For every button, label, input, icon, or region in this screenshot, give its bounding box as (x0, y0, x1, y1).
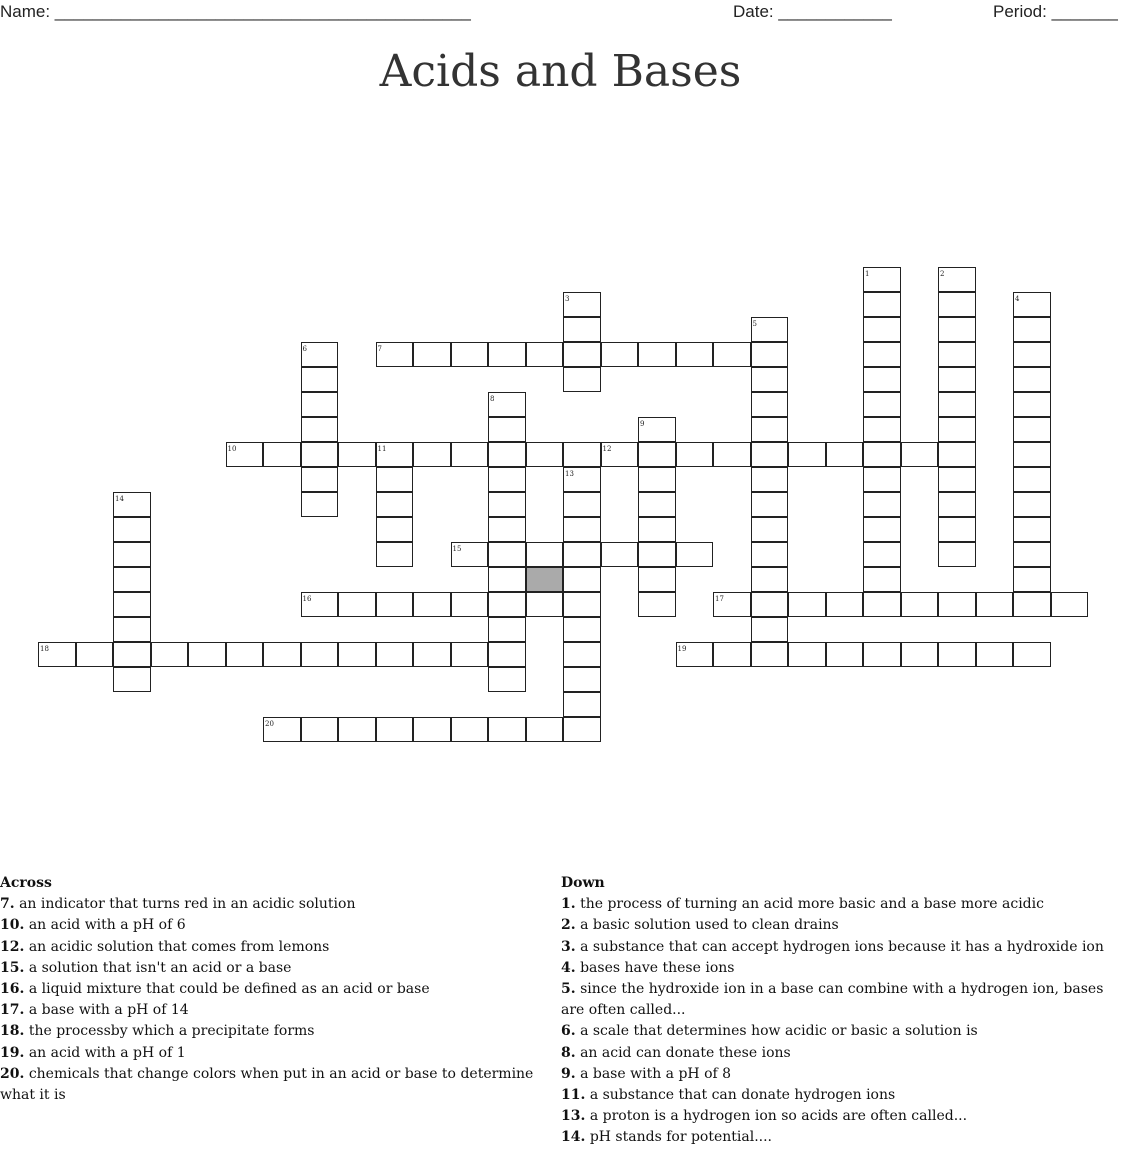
grid-cell[interactable] (376, 467, 414, 492)
grid-cell[interactable] (751, 542, 789, 567)
clue-number-label: 20 (265, 720, 274, 728)
clue-text: a proton is a hydrogen ion so acids are often called... (589, 1108, 968, 1125)
grid-cell[interactable] (1013, 542, 1051, 567)
grid-cell[interactable] (751, 517, 789, 542)
grid-cell[interactable] (563, 517, 601, 542)
grid-cell[interactable] (563, 367, 601, 392)
grid-cell[interactable] (301, 367, 339, 392)
down-clues (561, 873, 1121, 1149)
period-field[interactable]: Period: _______ (993, 2, 1118, 21)
grid-cell[interactable] (1013, 592, 1051, 617)
grid-cell[interactable] (413, 592, 451, 617)
grid-cell[interactable] (526, 342, 564, 367)
clue-number: 16. (0, 981, 25, 998)
across-clue (0, 979, 560, 1000)
clue-text: a base with a pH of 8 (580, 1065, 732, 1082)
grid-cell[interactable] (526, 592, 564, 617)
grid-cell[interactable] (751, 442, 789, 467)
grid-cell[interactable] (563, 342, 601, 367)
grid-cell[interactable] (638, 342, 676, 367)
grid-cell[interactable] (1051, 592, 1089, 617)
clue-number-label: 17 (715, 595, 724, 603)
grid-cell[interactable] (1013, 492, 1051, 517)
clue-text: a basic solution used to clean drains (580, 917, 839, 934)
grid-cell[interactable] (638, 517, 676, 542)
grid-cell[interactable] (601, 542, 639, 567)
grid-cell[interactable] (638, 442, 676, 467)
clue-number-label: 13 (565, 470, 574, 478)
grid-cell[interactable] (751, 367, 789, 392)
clue-text: an acid with a pH of 1 (28, 1044, 186, 1061)
grid-cell[interactable] (413, 342, 451, 367)
clue-number-label: 11 (377, 445, 387, 453)
grid-cell[interactable] (938, 317, 976, 342)
down-clue (561, 1085, 1121, 1106)
grid-cell[interactable] (263, 442, 301, 467)
grid-cell[interactable] (826, 592, 864, 617)
clue-number: 7. (0, 896, 15, 913)
grid-cell[interactable] (938, 392, 976, 417)
grid-cell[interactable] (488, 417, 526, 442)
clue-number: 6. (561, 1023, 576, 1040)
clue-text: an indicator that turns red in an acidic solution (19, 896, 356, 913)
grid-cell[interactable] (863, 392, 901, 417)
down-heading: Down (561, 875, 605, 891)
grid-cell[interactable] (1013, 367, 1051, 392)
grid-cell[interactable] (863, 467, 901, 492)
grid-cell[interactable] (938, 342, 976, 367)
clue-number: 18. (0, 1023, 25, 1040)
grid-cell[interactable] (376, 517, 414, 542)
clue-number: 9. (561, 1065, 576, 1082)
clue-text: pH stands for potential.... (589, 1129, 773, 1146)
clue-number: 1. (561, 896, 576, 913)
clue-number-label: 7 (377, 345, 382, 353)
grid-cell[interactable] (751, 592, 789, 617)
grid-cell[interactable] (526, 717, 564, 742)
grid-cell[interactable] (788, 642, 826, 667)
grid-cell[interactable] (413, 442, 451, 467)
clue-text: the process of turning an acid more basic and a base more acidic (580, 896, 1044, 913)
grid-cell[interactable] (526, 542, 564, 567)
grid-cell[interactable] (1013, 392, 1051, 417)
across-clue (0, 1021, 560, 1042)
down-clue (561, 915, 1121, 936)
clue-number-label: 15 (452, 545, 462, 553)
grid-cell[interactable] (638, 567, 676, 592)
clue-text: a substance that can donate hydrogen ions (589, 1087, 896, 1104)
grid-cell[interactable] (1013, 567, 1051, 592)
grid-cell[interactable] (113, 542, 151, 567)
down-clue (561, 894, 1121, 915)
grid-cell[interactable] (938, 442, 976, 467)
grid-cell[interactable] (638, 492, 676, 517)
grid-cell[interactable] (451, 592, 489, 617)
grid-cell[interactable] (938, 492, 976, 517)
grid-cell[interactable] (1013, 442, 1051, 467)
grid-cell[interactable] (488, 567, 526, 592)
grid-cell[interactable] (863, 417, 901, 442)
grid-cell[interactable] (451, 717, 489, 742)
grid-cell[interactable] (1013, 467, 1051, 492)
grid-cell[interactable] (938, 592, 976, 617)
down-clue (561, 1127, 1121, 1148)
clue-text: an acidic solution that comes from lemons (28, 938, 330, 955)
down-clue (561, 937, 1121, 958)
across-clue (0, 937, 560, 958)
across-clue (0, 1064, 560, 1106)
clue-text: a scale that determines how acidic or basic a solution is (580, 1023, 978, 1040)
grid-cell[interactable] (826, 642, 864, 667)
clue-number-label: 16 (302, 595, 312, 603)
grid-cell[interactable] (638, 592, 676, 617)
across-clue (0, 958, 560, 979)
grid-cell[interactable] (751, 617, 789, 642)
grid-cell[interactable] (451, 642, 489, 667)
clue-number: 20. (0, 1065, 25, 1082)
clue-number-label: 14 (115, 495, 124, 503)
grid-cell[interactable] (188, 642, 226, 667)
grid-cell[interactable] (301, 417, 339, 442)
grid-cell[interactable] (263, 642, 301, 667)
grid-cell[interactable] (563, 692, 601, 717)
grid-cell[interactable] (863, 642, 901, 667)
clue-number: 5. (561, 981, 576, 998)
across-heading: Across (0, 875, 52, 891)
clue-number: 3. (561, 938, 576, 955)
clue-text: since the hydroxide ion in a base can combine with a hydrogen ion, bases are often called... (561, 981, 1104, 1019)
grid-cell[interactable] (563, 542, 601, 567)
grid-cell[interactable] (488, 667, 526, 692)
grid-cell[interactable] (638, 467, 676, 492)
clue-text: an acid can donate these ions (580, 1044, 791, 1061)
grid-cell[interactable] (376, 492, 414, 517)
grid-cell[interactable] (1013, 417, 1051, 442)
grid-cell[interactable] (751, 467, 789, 492)
grid-cell[interactable] (751, 392, 789, 417)
grid-cell[interactable] (488, 542, 526, 567)
grid-cell[interactable] (151, 642, 189, 667)
grid-cell[interactable] (676, 442, 714, 467)
grid-cell[interactable] (376, 592, 414, 617)
grid-cell[interactable] (976, 592, 1014, 617)
grid-cell[interactable] (488, 492, 526, 517)
grid-cell[interactable] (788, 592, 826, 617)
grid-cell[interactable] (788, 442, 826, 467)
grid-cell[interactable] (901, 642, 939, 667)
clue-number-label: 8 (490, 395, 495, 403)
grid-cell[interactable] (751, 342, 789, 367)
clue-number-label: 10 (227, 445, 237, 453)
grid-cell[interactable] (338, 717, 376, 742)
date-field[interactable]: Date: ____________ (733, 2, 892, 21)
grid-cell[interactable] (376, 542, 414, 567)
down-clue (561, 1106, 1121, 1127)
down-clue (561, 1043, 1121, 1064)
grid-cell[interactable] (563, 442, 601, 467)
clue-number-label: 12 (602, 445, 612, 453)
grid-cell[interactable] (338, 442, 376, 467)
grid-cell[interactable] (113, 642, 151, 667)
across-clue (0, 894, 560, 915)
grid-cell[interactable] (676, 542, 714, 567)
across-clue (0, 1043, 560, 1064)
grid-cell[interactable] (1013, 317, 1051, 342)
grid-cell[interactable] (976, 642, 1014, 667)
grid-cell[interactable] (1013, 342, 1051, 367)
grid-cell[interactable] (413, 717, 451, 742)
shaded-cell (526, 567, 564, 592)
grid-cell[interactable] (338, 592, 376, 617)
grid-cell[interactable] (301, 492, 339, 517)
clue-number: 17. (0, 1002, 25, 1019)
grid-cell[interactable] (563, 617, 601, 642)
clue-number: 2. (561, 917, 576, 934)
grid-cell[interactable] (826, 442, 864, 467)
grid-cell[interactable] (413, 642, 451, 667)
down-clue (561, 958, 1121, 979)
grid-cell[interactable] (488, 467, 526, 492)
grid-cell[interactable] (863, 492, 901, 517)
clue-number-label: 19 (677, 645, 687, 653)
grid-cell[interactable] (488, 592, 526, 617)
down-clue (561, 1021, 1121, 1042)
clue-number-label: 2 (940, 270, 945, 278)
grid-cell[interactable] (563, 717, 601, 742)
grid-cell[interactable] (1013, 517, 1051, 542)
clue-number: 15. (0, 959, 25, 976)
grid-cell[interactable] (301, 642, 339, 667)
clue-number-label: 9 (640, 420, 645, 428)
clue-number: 13. (561, 1108, 586, 1125)
grid-cell[interactable] (488, 717, 526, 742)
clue-number: 14. (561, 1129, 586, 1146)
grid-cell[interactable] (751, 642, 789, 667)
grid-cell[interactable] (713, 342, 751, 367)
grid-cell[interactable] (563, 317, 601, 342)
clue-text: an acid with a pH of 6 (28, 917, 186, 934)
clue-number: 8. (561, 1044, 576, 1061)
grid-cell[interactable] (863, 292, 901, 317)
clue-number-label: 6 (302, 345, 307, 353)
page-title: Acids and Bases (379, 46, 742, 97)
grid-cell[interactable] (863, 342, 901, 367)
grid-cell[interactable] (113, 567, 151, 592)
grid-cell[interactable] (751, 417, 789, 442)
grid-cell[interactable] (301, 717, 339, 742)
grid-cell[interactable] (226, 642, 264, 667)
clue-number: 4. (561, 959, 576, 976)
grid-cell[interactable] (301, 442, 339, 467)
grid-cell[interactable] (751, 492, 789, 517)
grid-cell[interactable] (751, 567, 789, 592)
grid-cell[interactable] (451, 342, 489, 367)
across-clues (0, 873, 560, 1106)
grid-cell[interactable] (1013, 642, 1051, 667)
clue-number-label: 3 (565, 295, 570, 303)
grid-cell[interactable] (901, 442, 939, 467)
grid-cell[interactable] (601, 342, 639, 367)
clue-number: 11. (561, 1087, 586, 1104)
down-clue (561, 1064, 1121, 1085)
across-clue (0, 1000, 560, 1021)
clue-number: 12. (0, 938, 25, 955)
grid-cell[interactable] (863, 442, 901, 467)
clue-number: 19. (0, 1044, 25, 1061)
clue-number: 10. (0, 917, 25, 934)
clue-number-label: 18 (40, 645, 49, 653)
clue-text: chemicals that change colors when put in an acid or base to determine what it is (0, 1065, 534, 1104)
grid-cell[interactable] (863, 567, 901, 592)
clue-text: a substance that can accept hydrogen ions because it has a hydroxide ion (580, 938, 1104, 955)
grid-cell[interactable] (451, 442, 489, 467)
grid-cell[interactable] (676, 342, 714, 367)
grid-cell[interactable] (488, 342, 526, 367)
grid-cell[interactable] (938, 467, 976, 492)
grid-cell[interactable] (563, 492, 601, 517)
grid-cell[interactable] (488, 642, 526, 667)
grid-cell[interactable] (563, 592, 601, 617)
clue-text: a solution that isn't an acid or a base (28, 959, 292, 976)
grid-cell[interactable] (526, 442, 564, 467)
grid-cell[interactable] (863, 542, 901, 567)
grid-cell[interactable] (376, 717, 414, 742)
clue-text: bases have these ions (580, 959, 735, 976)
grid-cell[interactable] (488, 442, 526, 467)
grid-cell[interactable] (938, 517, 976, 542)
grid-cell[interactable] (113, 592, 151, 617)
grid-cell[interactable] (863, 367, 901, 392)
grid-cell[interactable] (563, 642, 601, 667)
down-clue (561, 979, 1121, 1021)
clue-number-label: 5 (752, 320, 757, 328)
clue-number-label: 4 (1015, 295, 1020, 303)
grid-cell[interactable] (488, 617, 526, 642)
grid-cell[interactable] (113, 667, 151, 692)
grid-cell[interactable] (938, 292, 976, 317)
grid-cell[interactable] (938, 542, 976, 567)
grid-cell[interactable] (301, 467, 339, 492)
grid-cell[interactable] (863, 517, 901, 542)
grid-cell[interactable] (113, 517, 151, 542)
clue-text: the processby which a precipitate forms (28, 1023, 315, 1040)
grid-cell[interactable] (301, 392, 339, 417)
clue-text: a base with a pH of 14 (28, 1002, 189, 1019)
grid-cell[interactable] (713, 442, 751, 467)
grid-cell[interactable] (863, 592, 901, 617)
grid-cell[interactable] (938, 367, 976, 392)
grid-cell[interactable] (638, 542, 676, 567)
grid-cell[interactable] (938, 417, 976, 442)
grid-cell[interactable] (863, 317, 901, 342)
grid-cell[interactable] (376, 642, 414, 667)
clue-text: a liquid mixture that could be defined as an acid or base (28, 981, 430, 998)
grid-cell[interactable] (76, 642, 114, 667)
grid-cell[interactable] (563, 667, 601, 692)
grid-cell[interactable] (938, 642, 976, 667)
grid-cell[interactable] (113, 617, 151, 642)
grid-cell[interactable] (563, 567, 601, 592)
grid-cell[interactable] (488, 517, 526, 542)
grid-cell[interactable] (713, 642, 751, 667)
clue-number-label: 1 (865, 270, 870, 278)
across-clue (0, 915, 560, 936)
grid-cell[interactable] (901, 592, 939, 617)
grid-cell[interactable] (338, 642, 376, 667)
name-field[interactable]: Name: ____________________________________________ (0, 2, 471, 21)
